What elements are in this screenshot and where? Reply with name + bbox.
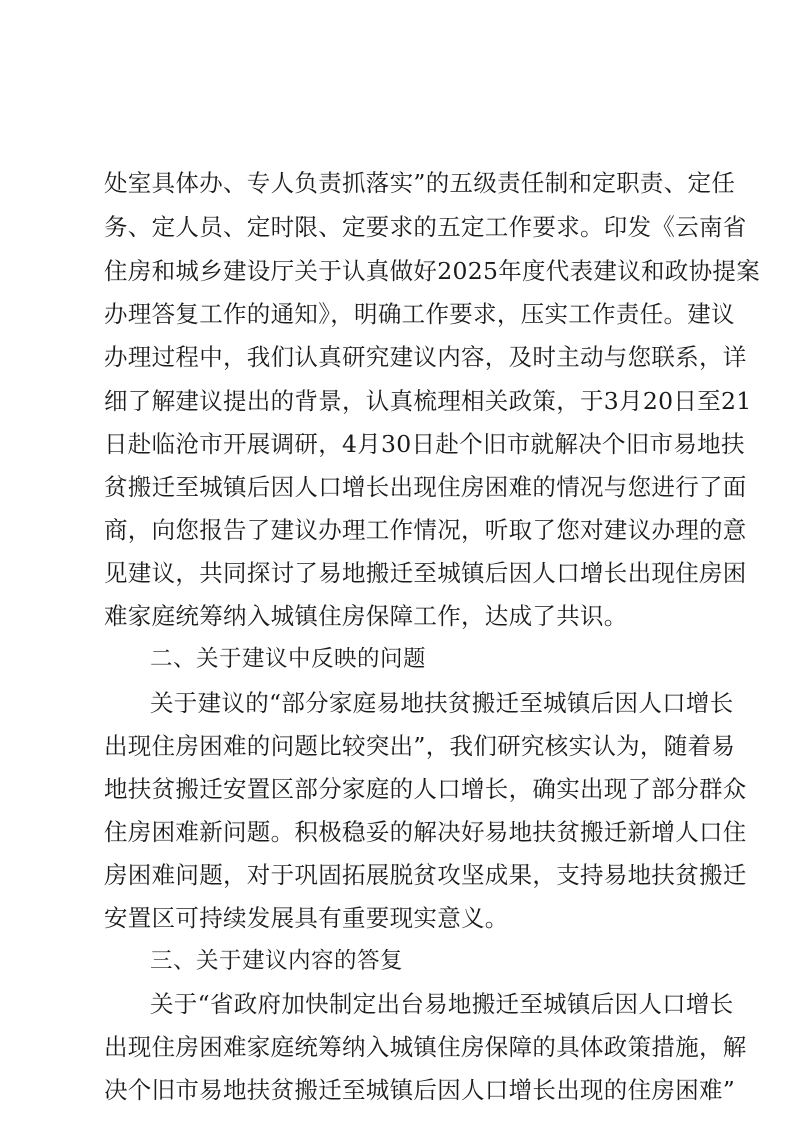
section-heading: 二、关于建议中反映的问题 bbox=[150, 646, 427, 672]
paragraph-line: 房困难问题，对于巩固拓展脱贫攻坚成果，支持易地扶贫搬迁 bbox=[104, 861, 747, 889]
paragraph-line: 细了解建议提出的背景，认真梳理相关政策，于3月20日至21 bbox=[104, 387, 752, 415]
paragraph-line: 出现住房困难家庭统筹纳入城镇住房保障的具体政策措施，解 bbox=[104, 1033, 747, 1061]
paragraph-line: 住房和城乡建设厅关于认真做好2025年度代表建议和政协提案 bbox=[104, 257, 761, 285]
paragraph-line: 难家庭统筹纳入城镇住房保障工作，达成了共识。 bbox=[104, 602, 628, 630]
paragraph-line: 务、定人员、定时限、定要求的五定工作要求。印发《云南省 bbox=[104, 213, 747, 241]
paragraph-line: 日赴临沧市开展调研，4月30日赴个旧市就解决个旧市易地扶 bbox=[104, 430, 745, 458]
section-heading: 三、关于建议内容的答复 bbox=[150, 948, 404, 974]
paragraph-line: 关于“省政府加快制定出台易地搬迁至城镇后因人口增长 bbox=[150, 990, 734, 1018]
paragraph-line: 关于建议的“部分家庭易地扶贫搬迁至城镇后因人口增长 bbox=[150, 689, 734, 717]
paragraph-line: 地扶贫搬迁安置区部分家庭的人口增长，确实出现了部分群众 bbox=[104, 775, 747, 803]
paragraph-line: 处室具体办、专人负责抓落实”的五级责任制和定职责、定任 bbox=[104, 169, 736, 197]
paragraph-line: 见建议，共同探讨了易地搬迁至城镇后因人口增长出现住房困 bbox=[104, 559, 747, 587]
paragraph-line: 住房困难新问题。积极稳妥的解决好易地扶贫搬迁新增人口住 bbox=[104, 818, 747, 846]
paragraph-line: 办理答复工作的通知》，明确工作要求，压实工作责任。建议 bbox=[104, 300, 735, 328]
paragraph-line: 商，向您报告了建议办理工作情况，听取了您对建议办理的意 bbox=[104, 516, 747, 544]
paragraph-line: 安置区可持续发展具有重要现实意义。 bbox=[104, 904, 509, 932]
paragraph-line: 贫搬迁至城镇后因人口增长出现住房困难的情况与您进行了面 bbox=[104, 473, 747, 501]
paragraph-line: 决个旧市易地扶贫搬迁至城镇后因人口增长出现的住房困难” bbox=[104, 1076, 736, 1104]
paragraph-line: 出现住房困难的问题比较突出”，我们研究核实认为，随着易 bbox=[104, 732, 736, 760]
paragraph-line: 办理过程中，我们认真研究建议内容，及时主动与您联系，详 bbox=[104, 343, 747, 371]
